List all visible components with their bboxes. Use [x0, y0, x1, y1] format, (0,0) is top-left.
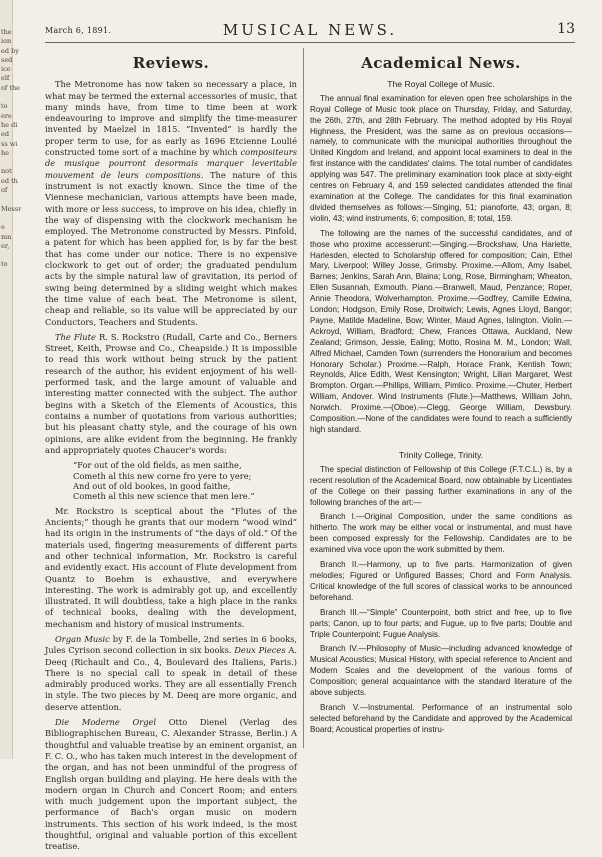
verse-line: Cometh al this new corne fro yere to yere; [73, 470, 252, 481]
gutter-line: ss wi [1, 139, 18, 148]
gutter-line: not [1, 167, 12, 176]
trinity-heading: Trinity College, Trinity. [398, 449, 484, 460]
branch-3-paragraph: Branch III.—“Simple” Counterpoint, both strict and free, up to five parts; Canon, up to four parts; and Fugue, up to five parts; Double and Triple Counterpoint; Fugue Analysis. [310, 607, 572, 639]
gutter-line: the [1, 28, 12, 36]
gutter-line [1, 195, 11, 204]
gutter-line: ice [1, 65, 11, 74]
review-italic-text: Die Moderne Orgel [55, 717, 157, 728]
gutter-line: mn [1, 232, 12, 241]
academical-news-heading: Academical News. [361, 54, 521, 72]
gutter-line: Messr [1, 204, 22, 213]
review-italic-text: Deux Pieces [234, 645, 286, 656]
gutter-line: ere [1, 111, 12, 120]
gutter-line: of [1, 186, 8, 195]
trinity-paragraph: The special distinction of Fellowship of this College (F.T.C.L.) is, by a recent resolution of the Academical Board, now obtainable by Licentiates of the College on their passing further examinations in any of the following branches of the art:— [310, 464, 572, 507]
gutter-line: of the [1, 83, 21, 92]
organ-music-paragraph [45, 634, 297, 713]
gutter-line [1, 251, 11, 260]
page-number: 13 [557, 21, 575, 37]
review-text: The nature of this instrument is not exactly known. Since the time of the Viennese mechanician, various attempts have been made, with more or less success, to improve on his idea, chiefly in the way of dispensing with the clockwork mechanism he employed. The Metronome constructed by Messrs. Pinfold, a patent for which has been applied for, is by far the best that has come under our notice. There is no expensive clockwork to get out of order; the graduated pendulum acts by the simple natural law of gravitation, its period of swing being determined by a sliding weight which makes the time value of each beat. The Metronome is silent, cheap and reliable, so its value will be appreciated by our Conductors, Teachers and Students. [45, 169, 297, 327]
rockstro-paragraph: Mr. Rockstro is sceptical about the “Flutes of the Ancients;” though he grants that our modern “wood wind” had its origin in the instruments of “the days of old.” Of the materials used, fingering measurements of different parts and other technical information, Mr. Rockstro is careful and evidently exact. His account of Flute development from Quantz to Boehm is exhaustive, and everywhere interesting. The work is admirably got up, and excellently illustrated. It will doubtless, take a high place in the ranks of technical books, dealing with the development, mechanism and history of musical instruments. [45, 505, 297, 629]
review-text: Otto Dienel (Verlag des Bibliographischen Bureau, C. Alexander Strasse, Berlin.) A thoughtful and valuable treatise by an eminent organist, an F. C. O., who has taken much interest in the development of the organ, and has not been unmindful of the progress of English organ building and playing. He here deals with the modern organ in Church and Concert Room; and enters with much judgement upon the important subject, the performance of Bach's organ music on modern instruments. This section of his work indeed, is the most thoughtful, original and valuable portion of this excellent treatise. [45, 717, 298, 852]
gutter-line: he [1, 148, 10, 157]
reviews-column [45, 54, 298, 857]
review-italic-text: compositeurs de musique pourront desormais marquer leveritable mouvement de leurs compositions. [45, 147, 298, 180]
masthead-title: MUSICAL NEWS. [222, 21, 398, 39]
branch-4-paragraph: Branch IV.—Philosophy of Music—including advanced knowledge of Musical Acoustics; Musical History, with special reference to Ancient and Modern Scales and the development of the various forms of Composition; general acquaintance with the standard literature of the above subjects. [310, 644, 572, 698]
branch-1-paragraph: Branch I.—Original Composition, under the same conditions as hitherto. The work may be either vocal or instrumental, and must have been composed expressly for the Fellowship. Candidates are to be examined viva voce upon the work submitted by them. [310, 512, 572, 555]
review-text: A. Deeq (Richault and Co., 4, Boulevard des Italiens, Paris.) There is no special call to speak in detail of these admirably produced works. They are all essentially French in style. The two pieces by M. Deeq are more organic, and deserve attention. [45, 645, 298, 712]
gutter-line [1, 214, 11, 223]
gutter-line: ed [1, 130, 10, 139]
rcm-paragraph: The annual final examination for eleven open free scholarships in the Royal College of Music took place on Thursday, Friday, and Saturday, the 26th, 27th, and 28th February. The method adopted by His Royal Highness, the President, was the same as on previous occasions—namely, to communicate with the municipal authorities throughout the United Kingdom and Ireland, and appoint local examiners to deal in the first instance with the candidates' claims. The total number of candidates applying was 547. The preliminary examination took place at sixty-eight centres on February 4, and 159 selected candidates attended the final examination at the College. The candidates for this final examination divided themselves as follows:—Singing, 51; pianoforte, 43; organ, 8; violin, 43; wind instruments, 6; composition, 8; total, 159. [310, 93, 572, 223]
gutter-line: sed [1, 55, 13, 64]
gutter-line: he di [1, 120, 18, 129]
gutter-line: elf [1, 74, 10, 83]
gutter-line: to [1, 102, 8, 111]
issue-date: March 6, 1891. [45, 26, 112, 35]
review-text: R. S. Rockstro (Rudall, Carte and Co., Berners Street, Keith, Prowse and Co., Cheapside.) It is impossible to read this work without being struck by the patient research of the author, his evident enjoyment of his well-performed task, and the large amount of valuable and interesting matter connected with the subject. The author begins with a Sketch of the Elements of Acoustics, this contains a number of quotations from various authorities; but his pleasant chatty style, and the courage of his own opinions, are alike evident from the beginning. He frankly and appropriately quotes Chaucer's words: [45, 331, 297, 455]
review-text: by F. de la Tombelle, 2nd series in 6 books, Jules Cyrison second collection in six books. [45, 633, 298, 656]
gutter-line: ed th [1, 176, 18, 185]
gutter-line [1, 158, 11, 167]
reviews-heading: Reviews. [132, 54, 210, 72]
flute-paragraph [45, 332, 297, 456]
moderne-orgel-paragraph [45, 717, 297, 853]
branch-5-paragraph: Branch V.—Instrumental. Performance of an instrumental solo selected beforehand by the Candidate and approved by the Academical Board; Acoustical properties of instru- [310, 702, 572, 734]
metronome-paragraph [45, 79, 297, 328]
chaucer-quote [73, 460, 297, 502]
review-text: The Metronome has now taken so necessary a place, in what may be termed the external accessories of music, that many minds have, from time to time been at work endeavouring to improve and simplify the time-measurer invented by Maelzel in 1815. “Invented” is hardly the proper term to use, for as early as 1696 Etcienne Loulié constructed tome sort of a machine by which [45, 79, 297, 158]
gutter-line: e [1, 223, 5, 232]
gutter-line: ion [1, 37, 12, 46]
verse-line: “For out of the old fields, as men saithe, [73, 460, 242, 471]
gutter-text [1, 28, 22, 270]
page-header [45, 18, 575, 43]
rcm-candidates-paragraph: The following are the names of the successful candidates, and of those who proxime accesserunt:—Singing.—Brockshaw, Una Hariette, Harlesden, elected to Scholarship offered for composition; Cain, Ethel Mary, Liverpool; Willey Josse, Grimsby. Proxime.—Allom, Amy Isabel, Barnes; Jenkins, Sarah Ann, Blaina; Long, Rose, Birmingham; Wheaton, Ellen Susannah, Exmouth. Piano.—Branwell, Maud, Penzance; Roper, Annie Theodora, Wolverhampton. Proxime.—Godfrey, Camille Edwina, London; Hodgson, Emily Rose, Droitwich; Lewis, Agnes Lloyd, Bangor; Payne, Matilde Madeline, Bow; Winter, Maud Agnes, Islington. Violin.—Ackroyd, William, Bradford; Chew, Frances Ottawa, Auckland, New Zealand; Grimson, Jessie, Ealing; Motto, Rosina M. M., London; Wall, Alfred Michael, Camden Town (surrenders the Honorarium and becomes Honorary Scholar.) Proxime.—Ralph, Horace Frank, Kentish Town; Reynolds, Alice Edith, West Kensington; Wright, Lilian Margaret, West Brompton. Organ.—Phillips, William, Pimlico. Proxime.—Chuter, Herbert William, Andover. Wind Instruments (Flute.)—Matthews, William John, Norwich. Proxime.—(Oboe).—Clegg, George William, Dewsbury. Composition.—None of the candidates were found to reach a sufficiently high standard. [310, 228, 572, 434]
verse-line: And out of old bookes, in good faithe, [73, 480, 231, 491]
verse-line: Cometh al this new science that men lere.” [73, 491, 255, 502]
review-italic-text: The Flute [55, 331, 96, 342]
gutter-line [1, 93, 11, 102]
review-italic-text: Organ Music [55, 633, 110, 644]
gutter-line: er, [1, 241, 10, 250]
branch-2-paragraph: Branch II.—Harmony, up to five parts. Harmonization of given melodies; Figured or Unfigured Basses; Chord and Form Analysis. Critical knowledge of the full scores of classical works to be announced beforehand. [310, 560, 572, 602]
gutter-line: ed by [1, 46, 19, 55]
column-divider [303, 48, 304, 748]
gutter-line: to [1, 260, 8, 269]
rcm-heading: The Royal College of Music. [387, 78, 495, 89]
binding-gutter [0, 0, 22, 759]
academical-news-column [310, 54, 572, 740]
